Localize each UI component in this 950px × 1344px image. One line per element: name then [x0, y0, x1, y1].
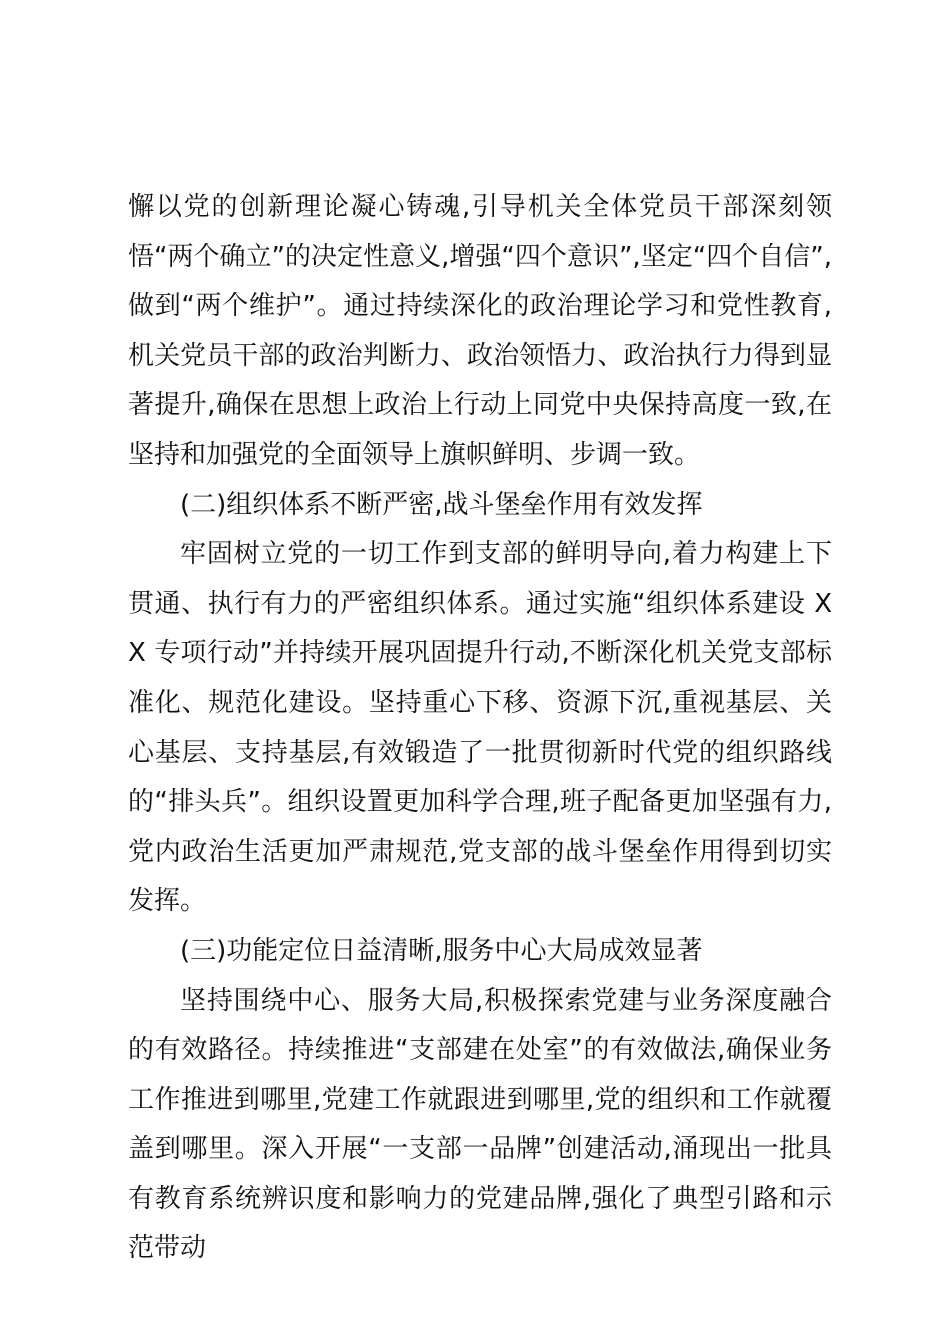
paragraph-function: 坚持围绕中心、服务大局,积极探索党建与业务深度融合的有效路径。持续推进“支部建在处室”的有效做法,确保业务工作推进到哪里,党建工作就跟进到哪里,党的组织和工作就覆盖到哪里。深入开展“一支部一品牌”创建活动,涌现出一批具有教育系统辨识度和影响力的党建品牌,强化了典型引路和示范带动 — [128, 985, 832, 1264]
paragraph-continued: 懈以党的创新理论凝心铸魂,引导机关全体党员干部深刻领悟“两个确立”的决定性意义,增强“四个意识”,坚定“四个自信”,做到“两个维护”。通过持续深化的政治理论学习和党性教育,机关党员干部的政治判断力、政治领悟力、政治执行力得到显著提升,确保在思想上政治上行动上同党中央保持高度一致,在坚持和加强党的全面领导上旗帜鲜明、步调一致。 — [128, 192, 832, 470]
paragraph-organization: 牢固树立党的一切工作到支部的鲜明导向,着力构建上下贯通、执行有力的严密组织体系。通过实施“组织体系建设 XX 专项行动”并持续开展巩固提升行动,不断深化机关党支部标准化、规范化建设。坚持重心下移、资源下沉,重视基层、关心基层、支持基层,有效锻造了一批贯彻新时代党的组织路线的“排头兵”。组织设置更加科学合理,班子配备更加坚强有力,党内政治生活更加严肃规范,党支部的战斗堡垒作用得到切实发挥。 — [128, 539, 832, 917]
document-body — [128, 183, 832, 1274]
section-heading-3: (三)功能定位日益清晰,服务中心大局成效显著 — [180, 935, 703, 966]
section-heading-2: (二)组织体系不断严密,战斗堡垒作用有效发挥 — [180, 489, 703, 520]
